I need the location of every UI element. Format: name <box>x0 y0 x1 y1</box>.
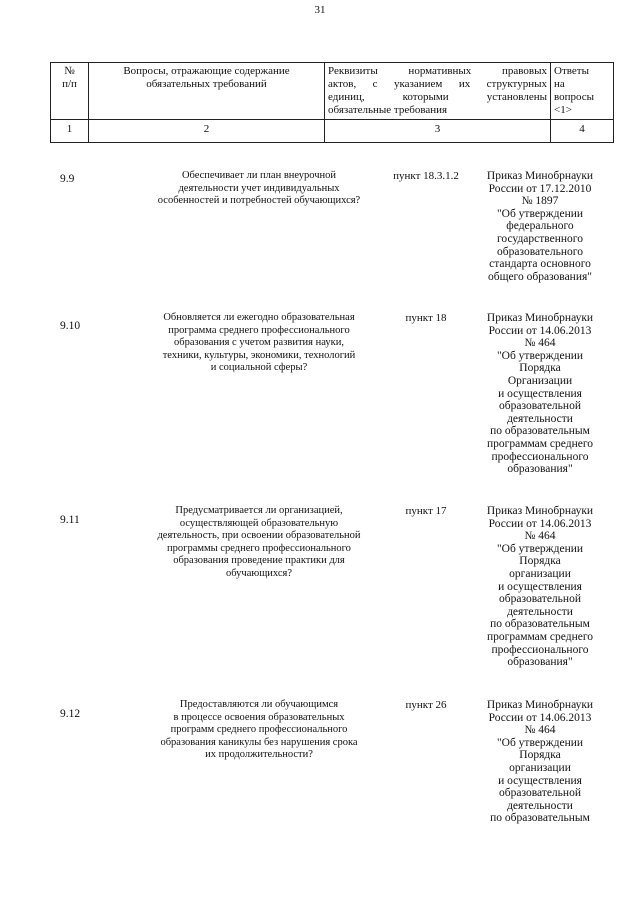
row-number: 9.12 <box>60 708 81 720</box>
header-row <box>51 63 614 120</box>
document-line: образования" <box>507 656 573 669</box>
header-col-number <box>51 63 89 120</box>
header-col-answers <box>551 63 614 120</box>
question-line: в процессе освоения образовательных <box>173 711 345 723</box>
document-line: Приказ Минобрнауки <box>486 170 594 182</box>
row-number: 9.11 <box>60 514 80 526</box>
document-line: и осуществления <box>498 774 582 787</box>
document-line: Приказ Минобрнауки <box>486 505 594 517</box>
document-line: "Об утверждении <box>496 207 584 220</box>
document-line: программам среднего <box>486 437 594 450</box>
document-line: "Об утверждении <box>496 349 584 362</box>
header-text: единиц, которыми установлены <box>328 91 547 103</box>
document-line: и осуществления <box>498 580 582 593</box>
question-line: деятельность, при освоении образовательной <box>157 530 361 542</box>
header-text: актов, с указанием их структурных <box>328 78 547 90</box>
column-number: 4 <box>551 120 614 143</box>
page-number: 31 <box>314 4 326 16</box>
header-col-requisites <box>325 63 551 120</box>
column-number: 2 <box>89 120 325 143</box>
header-col-questions <box>89 63 325 120</box>
document-line: образовательного <box>497 245 583 258</box>
question-line: Предоставляются ли обучающимся <box>179 699 339 710</box>
header-text: <1> <box>554 104 572 116</box>
column-number: 1 <box>51 120 89 143</box>
header-text: п/п <box>62 78 77 90</box>
document-line: Организации <box>507 374 573 387</box>
document-line: России от 14.06.2013 <box>488 517 592 530</box>
document-line: "Об утверждении <box>496 736 584 749</box>
document-line: № 464 <box>524 724 556 737</box>
row-question <box>144 312 374 375</box>
document-line: организации <box>509 761 571 774</box>
question-line: особенностей и потребностей обучающихся? <box>157 195 361 207</box>
question-line: обучающихся? <box>225 567 293 579</box>
document-line: № 464 <box>524 530 556 543</box>
row-number: 9.9 <box>60 173 75 185</box>
question-line: Обеспечивает ли план внеурочной <box>181 170 337 181</box>
document-line: программам среднего <box>486 630 594 643</box>
question-line: образования каникулы без нарушения срока <box>160 736 358 748</box>
header-text: Вопросы, отражающие содержание <box>123 65 290 77</box>
row-document <box>475 699 605 825</box>
question-line: программы среднего профессионального <box>167 542 351 554</box>
document-line: № 464 <box>524 337 556 350</box>
document-line: профессионального <box>491 450 589 463</box>
question-line: деятельности учет индивидуальных <box>178 182 340 194</box>
document-line: федерального <box>506 220 574 233</box>
question-line: Обновляется ли ежегодно образовательная <box>163 312 355 323</box>
document-line: России от 14.06.2013 <box>488 324 592 337</box>
row-point: пункт 26 <box>405 699 447 711</box>
document-line: Порядка <box>519 555 561 568</box>
document-line: государственного <box>497 232 583 245</box>
row-number: 9.10 <box>60 320 81 332</box>
question-line: образования с учетом развития науки, <box>174 337 344 349</box>
question-line: осуществляющей образовательную <box>179 517 339 529</box>
header-text: № <box>64 65 75 77</box>
document-line: России от 17.12.2010 <box>488 182 592 195</box>
document-line: стандарта основного <box>489 258 591 271</box>
column-numbers-row <box>51 120 614 143</box>
question-line: программ среднего профессионального <box>170 724 348 736</box>
document-line: Приказ Минобрнауки <box>486 699 594 711</box>
table-header <box>50 62 614 143</box>
row-document <box>475 505 605 669</box>
header-text: Ответы <box>554 65 589 77</box>
question-line: программа среднего профессионального <box>168 324 350 336</box>
question-line: и социальной сферы? <box>210 362 308 374</box>
row-document <box>475 312 605 476</box>
header-text: вопросы <box>554 91 595 103</box>
document-line: образования" <box>507 463 573 476</box>
row-point: пункт 17 <box>405 505 447 517</box>
document-line: образовательной <box>499 787 581 800</box>
document-line: Порядка <box>519 749 561 762</box>
row-question <box>144 170 374 208</box>
row-point: пункт 18 <box>405 312 447 324</box>
header-text: обязательные требования <box>328 104 448 116</box>
question-line: Предусматривается ли организацией, <box>175 505 343 516</box>
document-line: Порядка <box>519 362 561 375</box>
row-question <box>144 699 374 762</box>
question-line: образования проведение практики для <box>173 555 345 567</box>
document-line: по образовательным <box>490 425 590 438</box>
document-line: образовательной <box>499 593 581 606</box>
document-line: № 1897 <box>521 195 559 208</box>
row-question <box>144 505 374 581</box>
document-line: по образовательным <box>490 812 590 825</box>
document-line: профессионального <box>491 643 589 656</box>
document-line: по образовательным <box>490 618 590 631</box>
document-line: деятельности <box>507 605 573 618</box>
column-number: 3 <box>325 120 551 143</box>
document-line: "Об утверждении <box>496 542 584 555</box>
document-line: и осуществления <box>498 387 582 400</box>
document-line: деятельности <box>507 799 573 812</box>
header-text: Реквизиты нормативных правовых <box>328 65 547 77</box>
document-line: деятельности <box>507 412 573 425</box>
document-line: России от 14.06.2013 <box>488 711 592 724</box>
header-text: обязательных требований <box>146 78 267 90</box>
row-point: пункт 18.3.1.2 <box>393 170 459 182</box>
document-line: организации <box>509 567 571 580</box>
document-line: общего образования" <box>488 270 592 283</box>
header-text: на <box>554 78 565 90</box>
document-line: образовательной <box>499 400 581 413</box>
document-line: Приказ Минобрнауки <box>486 312 594 324</box>
question-line: техники, культуры, экономики, технологий <box>162 349 356 361</box>
question-line: их продолжительности? <box>205 749 313 761</box>
row-document <box>475 170 605 283</box>
